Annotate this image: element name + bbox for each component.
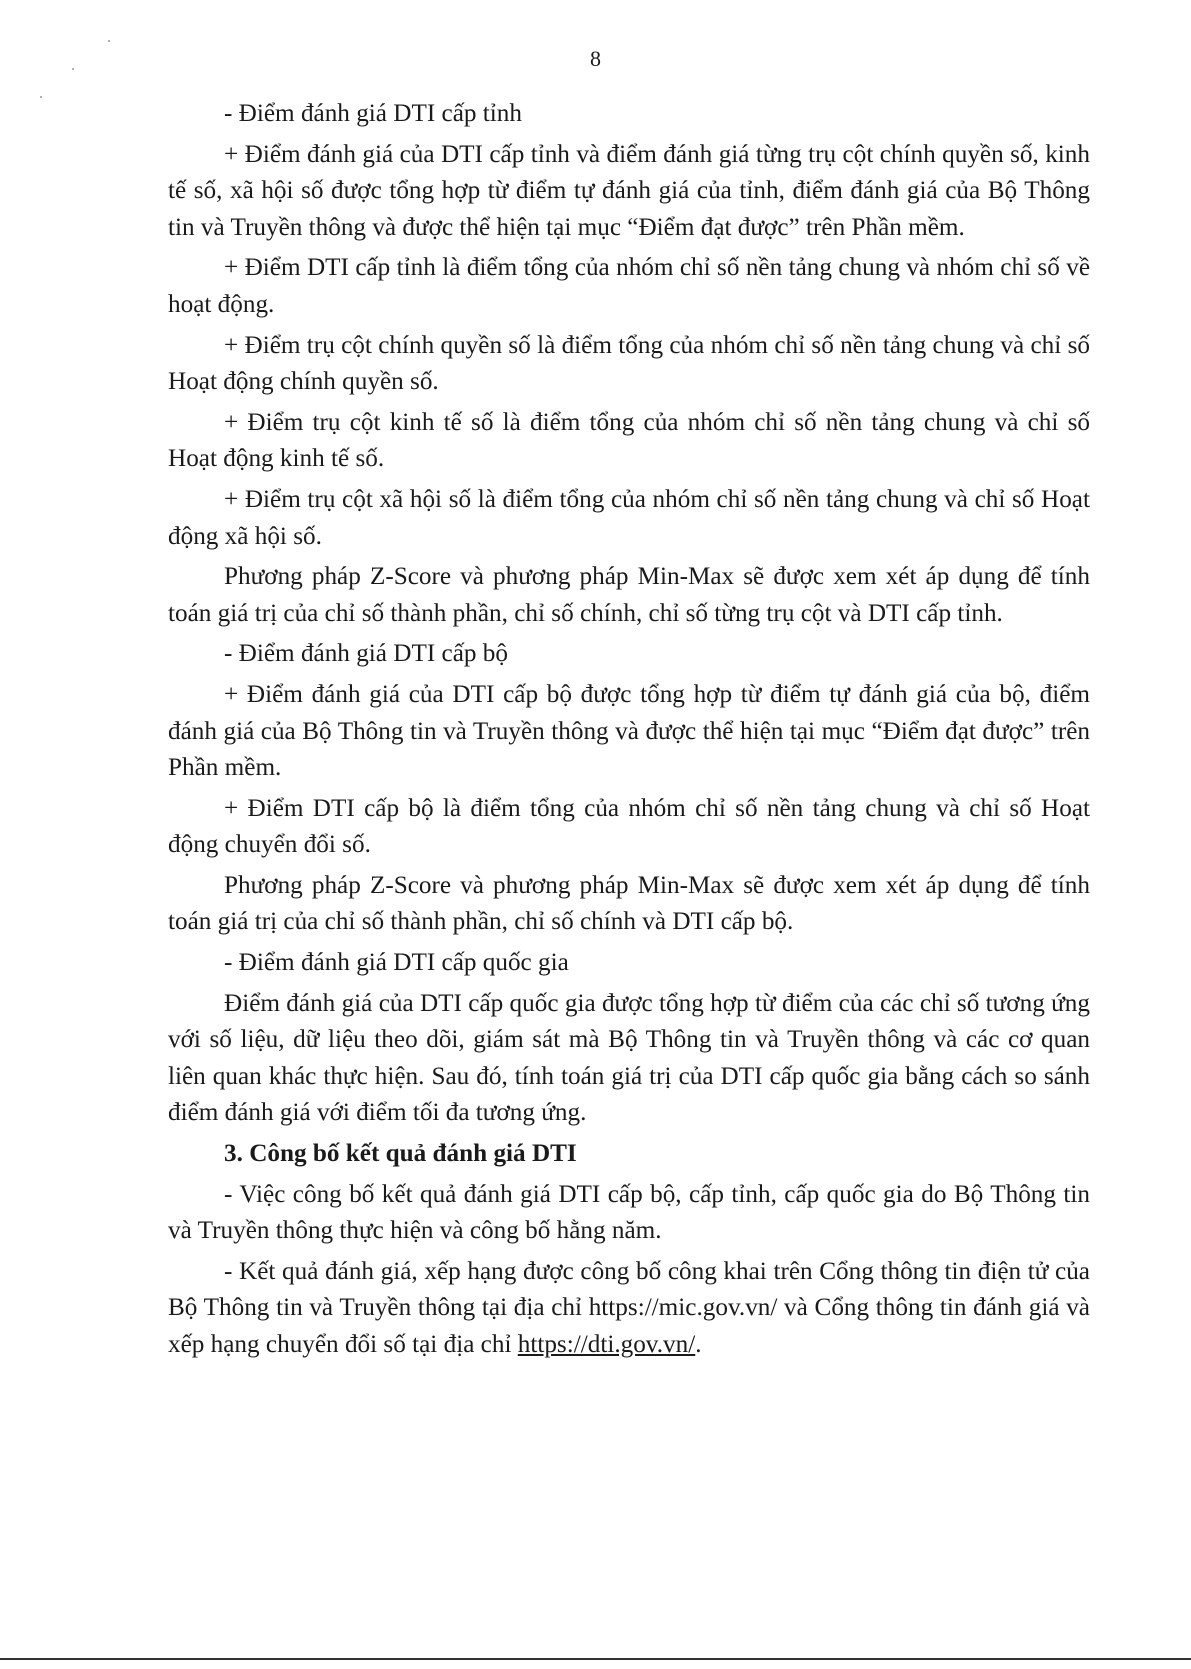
section-heading: 3. Công bố kết quả đánh giá DTI [224,1140,577,1168]
paragraph: - Việc công bố kết quả đánh giá DTI cấp bộ, cấp tỉnh, cấp quốc gia do Bộ Thông tin và Truyền thông thực hiện và công bố hằng năm. [168,1180,1090,1245]
paragraph: + Điểm trụ cột chính quyền số là điểm tổng của nhóm chỉ số nền tảng chung và chỉ số Hoạt động chính quyền số. [168,331,1090,396]
paragraph: + Điểm trụ cột kinh tế số là điểm tổng của nhóm chỉ số nền tảng chung và chỉ số Hoạt động kinh tế số. [168,408,1090,473]
page-number: 8 [590,46,601,71]
paragraph-text: - Kết quả đánh giá, xếp hạng được công bố công khai trên Cổng thông tin điện tử của Bộ Thông tin và Truyền thông tại địa chỉ https://mic.gov.vn/ và Cổng thông tin đánh giá và xếp hạng chuyển đổi số tại địa chỉ [168,1257,1090,1358]
paragraph: Phương pháp Z-Score và phương pháp Min-Max sẽ được xem xét áp dụng để tính toán giá trị của chỉ số thành phần, chỉ số chính, chỉ số từng trụ cột và DTI cấp tỉnh. [168,563,1090,627]
paragraph: - Điểm đánh giá DTI cấp tỉnh [224,100,522,127]
dti-portal-link[interactable]: https://dti.gov.vn/ [517,1331,696,1358]
scan-speck [108,40,110,42]
paragraph: + Điểm DTI cấp tỉnh là điểm tổng của nhóm chỉ số nền tảng chung và nhóm chỉ số về hoạt động. [168,254,1090,318]
paragraph: Điểm đánh giá của DTI cấp quốc gia được tổng hợp từ điểm của các chỉ số tương ứng với số liệu, dữ liệu theo dõi, giám sát mà Bộ Thông tin và Truyền thông và các cơ quan liên quan khác thực hiện. Sau đó, tính toán giá trị của DTI cấp quốc gia bằng cách so sánh điểm đánh giá với điểm tối đa tương ứng. [168,989,1090,1127]
paragraph: Phương pháp Z-Score và phương pháp Min-Max sẽ được xem xét áp dụng để tính toán giá trị của chỉ số thành phần, chỉ số chính và DTI cấp bộ. [168,871,1090,936]
paragraph: + Điểm DTI cấp bộ là điểm tổng của nhóm chỉ số nền tảng chung và chỉ số Hoạt động chuyển đổi số. [168,794,1090,859]
paragraph: + Điểm trụ cột xã hội số là điểm tổng của nhóm chỉ số nền tảng chung và chỉ số Hoạt động xã hội số. [168,485,1090,550]
paragraph: + Điểm đánh giá của DTI cấp bộ được tổng hợp từ điểm tự đánh giá của bộ, điểm đánh giá của Bộ Thông tin và Truyền thông và được thể hiện tại mục “Điểm đạt được” trên Phần mềm. [168,680,1090,782]
page-bottom-edge [0,1658,1191,1660]
paragraph: - Điểm đánh giá DTI cấp bộ [224,640,508,668]
paragraph-end: . [695,1331,702,1358]
paragraph-with-link [168,1254,1090,1364]
scan-speck [40,96,42,98]
paragraph: + Điểm đánh giá của DTI cấp tỉnh và điểm đánh giá từng trụ cột chính quyền số, kinh tế số, xã hội số được tổng hợp từ điểm tự đánh giá của tỉnh, điểm đánh giá của Bộ Thông tin và Truyền thông và được thể hiện tại mục “Điểm đạt được” trên Phần mềm. [168,140,1090,241]
document-body [168,96,1090,1368]
paragraph: - Điểm đánh giá DTI cấp quốc gia [224,949,569,977]
